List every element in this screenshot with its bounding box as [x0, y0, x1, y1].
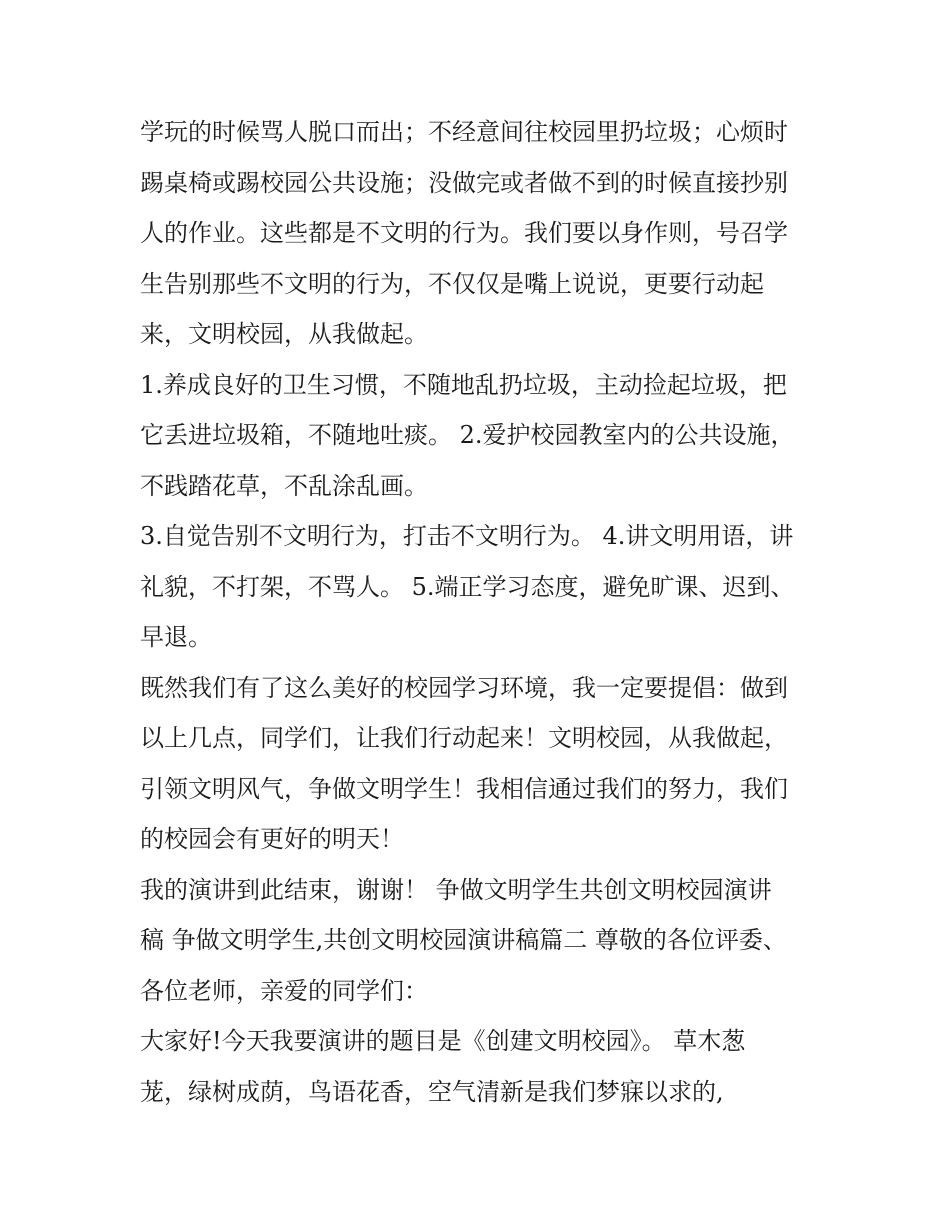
- text-line: 各位老师，亲爱的同学们：: [140, 976, 428, 1005]
- text-line: 生告别那些不文明的行为，不仅仅是嘴上说说，更要行动起: [140, 269, 764, 298]
- text-line: 它丢进垃圾箱，不随地吐痰。 2.爱护校园教室内的公共设施，: [140, 421, 795, 449]
- document-body-text: [140, 107, 830, 1117]
- text-line: 踢桌椅或踢校园公共设施；没做完或者做不到的时候直接抄别: [140, 168, 788, 197]
- text-line: 的校园会有更好的明天！: [140, 825, 404, 853]
- text-line: 早退。: [140, 623, 212, 651]
- text-line: 不践踏花草，不乱涂乱画。: [140, 471, 428, 500]
- text-line: 稿 争做文明学生,共创文明校园演讲稿篇二 尊敬的各位评委、: [140, 926, 787, 954]
- text-line: 引领文明风气，争做文明学生！我相信通过我们的努力，我们: [140, 774, 788, 803]
- text-line: 学玩的时候骂人脱口而出；不经意间往校园里扔垃圾；心烦时: [140, 118, 788, 146]
- text-line: 3.自觉告别不文明行为，打击不文明行为。 4.讲文明用语，讲: [140, 522, 794, 550]
- text-line: 茏，绿树成荫，鸟语花香，空气清新是我们梦寐以求的,: [140, 1077, 724, 1106]
- text-line: 人的作业。这些都是不文明的行为。我们要以身作则，号召学: [140, 219, 788, 247]
- text-line: 1.养成良好的卫生习惯，不随地乱扔垃圾，主动捡起垃圾，把: [140, 370, 787, 399]
- text-line: 既然我们有了这么美好的校园学习环境，我一定要提倡：做到: [140, 673, 788, 702]
- text-line: 大家好!今天我要演讲的题目是《创建文明校园》。 草木葱: [140, 1027, 746, 1055]
- text-line: 来，文明校园，从我做起。: [140, 320, 428, 348]
- text-line: 我的演讲到此结束，谢谢！ 争做文明学生共创文明校园演讲: [140, 875, 772, 904]
- text-line: 礼貌，不打架，不骂人。 5.端正学习态度，避免旷课、迟到、: [140, 572, 795, 601]
- text-line: 以上几点，同学们，让我们行动起来！文明校园，从我做起，: [140, 724, 788, 752]
